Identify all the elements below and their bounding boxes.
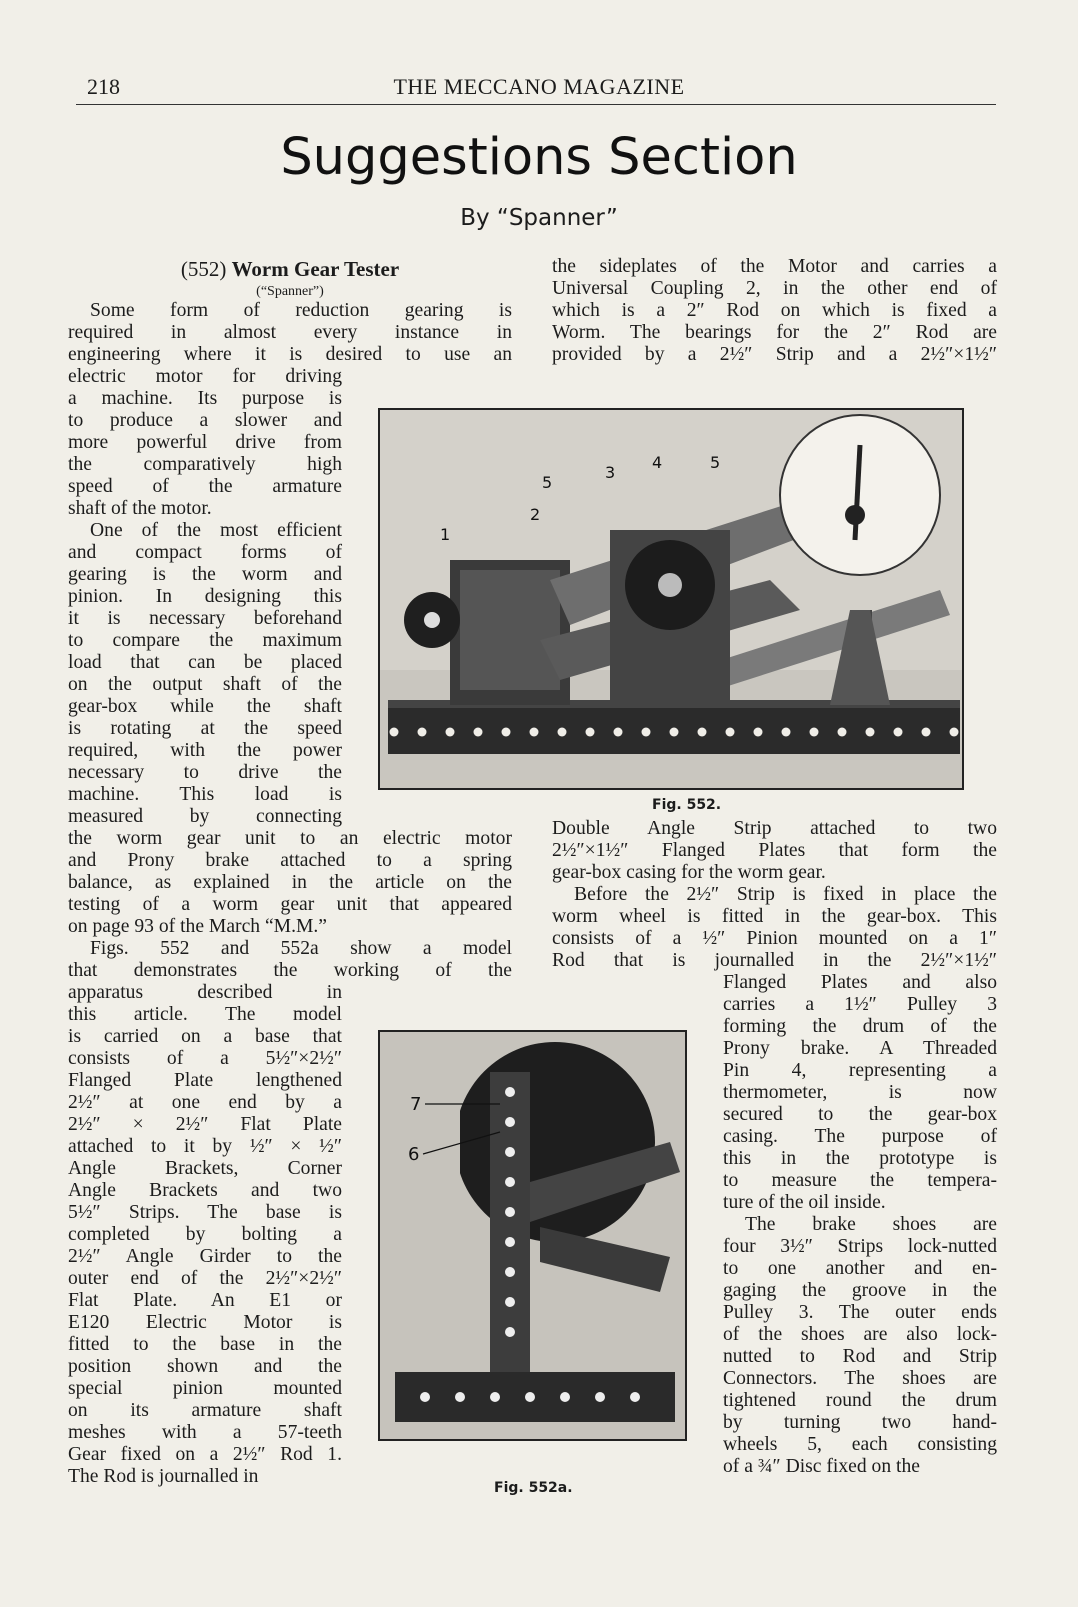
magazine-title: THE MECCANO MAGAZINE [393,74,685,99]
body-line: Some form of reduction gearing is [90,300,512,321]
body-line: Figs. 552 and 552a show a model [90,938,512,959]
body-line: measured by connecting [68,806,342,827]
body-line: Angle Brackets, Corner [68,1158,342,1179]
body-line: Angle Brackets and two [68,1180,342,1201]
body-line: more powerful drive from [68,432,342,453]
body-line: The brake shoes are [745,1214,997,1235]
body-line: carries a 1½″ Pulley 3 [723,994,997,1015]
body-line: nutted to Rod and Strip [723,1346,997,1367]
body-line: forming the drum of the [723,1016,997,1037]
body-line: Rod that is journalled in the 2½″×1½″ [552,950,997,971]
article-credit: (“Spanner”) [256,284,324,299]
body-line: Gear fixed on a 2½″ Rod 1. [68,1444,342,1465]
body-line: Worm. The bearings for the 2″ Rod are [552,322,997,343]
body-line: gearing is the worm and [68,564,342,585]
body-line: to measure the tempera- [723,1170,997,1191]
section-byline: By “Spanner” [460,205,618,231]
body-line: pinion. In designing this [68,586,342,607]
body-line: special pinion mounted [68,1378,342,1399]
body-line: Pulley 3. The outer ends [723,1302,997,1323]
body-line: gaging the groove in the [723,1280,997,1301]
body-line: to produce a slower and [68,410,342,431]
body-line: on page 93 of the March “M.M.” [68,916,327,937]
body-line: the worm gear unit to an electric motor [68,828,512,849]
body-line: gear-box casing for the worm gear. [552,862,826,883]
body-line: 5½″ Strips. The base is [68,1202,342,1223]
body-line: shaft of the motor. [68,498,212,519]
body-line: to compare the maximum [68,630,342,651]
body-line: tightened round the drum [723,1390,997,1411]
body-line: attached to it by ½″ × ½″ [68,1136,342,1157]
body-line: which is a 2″ Rod on which is fixed a [552,300,997,321]
body-line: meshes with a 57-teeth [68,1422,342,1443]
body-line: casing. The purpose of [723,1126,997,1147]
body-line: a machine. Its purpose is [68,388,342,409]
body-line: the sideplates of the Motor and carries a [552,256,997,277]
body-line: four 3½″ Strips lock-nutted [723,1236,997,1257]
body-line: outer end of the 2½″×2½″ [68,1268,342,1289]
body-line: of a ¾″ Disc fixed on the [723,1456,920,1477]
body-line: and Prony brake attached to a spring [68,850,512,871]
body-line: this article. The model [68,1004,342,1025]
body-line: provided by a 2½″ Strip and a 2½″×1½″ [552,344,997,365]
figure-552-illustration [380,410,962,788]
body-line: Double Angle Strip attached to two [552,818,997,839]
body-line: thermometer, is now [723,1082,997,1103]
body-line: consists of a 5½″×2½″ [68,1048,342,1069]
body-line: ture of the oil inside. [723,1192,886,1213]
body-line: and compact forms of [68,542,342,563]
body-line: load that can be placed [68,652,342,673]
section-title: Suggestions Section [280,128,798,187]
body-line: One of the most efficient [90,520,342,541]
body-line: secured to the gear-box [723,1104,997,1125]
body-line: consists of a ½″ Pinion mounted on a 1″ [552,928,997,949]
figure-552a-photo [378,1030,687,1441]
figure-552a-illustration [380,1032,685,1439]
fig552-label-3: 3 [605,463,616,482]
body-line: electric motor for driving [68,366,342,387]
body-line: fitted to the base in the [68,1334,342,1355]
body-line: Flanged Plates and also [723,972,997,993]
figure-552a-caption: Fig. 552a. [494,1480,573,1496]
body-line: Before the 2½″ Strip is fixed in place the [574,884,997,905]
body-line: apparatus described in [68,982,342,1003]
body-line: balance, as explained in the article on the [68,872,512,893]
body-line: on its armature shaft [68,1400,342,1421]
body-line: of the shoes are also lock- [723,1324,997,1345]
body-line: 2½″ Angle Girder to the [68,1246,342,1267]
fig552-label-5a: 5 [542,473,553,492]
body-line: Flat Plate. An E1 or [68,1290,342,1311]
body-line: Connectors. The shoes are [723,1368,997,1389]
body-line: 2½″ at one end by a [68,1092,342,1113]
fig552-label-2: 2 [530,505,541,524]
body-line: testing of a worm gear unit that appeared [68,894,512,915]
header-rule [76,104,996,105]
article-number: (552) [180,257,227,281]
body-line: machine. This load is [68,784,342,805]
body-line: completed by bolting a [68,1224,342,1245]
body-line: wheels 5, each consisting [723,1434,997,1455]
body-line: gear-box while the shaft [68,696,342,717]
body-line: that demonstrates the working of the [68,960,512,981]
fig552-label-5b: 5 [710,453,721,472]
body-line: The Rod is journalled in [68,1466,259,1487]
article-heading [68,257,512,282]
fig552-label-1: 1 [440,525,451,544]
body-line: necessary to drive the [68,762,342,783]
body-line: it is necessary beforehand [68,608,342,629]
figure-552-caption: Fig. 552. [652,797,722,813]
fig552-label-4: 4 [652,453,663,472]
fig552a-label-6: 6 [408,1144,420,1165]
body-line: Universal Coupling 2, in the other end of [552,278,997,299]
body-line: E120 Electric Motor is [68,1312,342,1333]
body-line: Pin 4, representing a [723,1060,997,1081]
body-line: 2½″ × 2½″ Flat Plate [68,1114,342,1135]
body-line: the comparatively high [68,454,342,475]
body-line: to one another and en- [723,1258,997,1279]
body-line: is carried on a base that [68,1026,342,1047]
body-line: is rotating at the speed [68,718,342,739]
fig552a-label-7: 7 [410,1094,422,1115]
body-line: speed of the armature [68,476,342,497]
body-line: required, with the power [68,740,342,761]
article-title: Worm Gear Tester [231,257,400,281]
page-number: 218 [87,74,120,99]
body-line: Flanged Plate lengthened [68,1070,342,1091]
figure-552-photo [378,408,964,790]
body-line: Prony brake. A Threaded [723,1038,997,1059]
body-line: 2½″×1½″ Flanged Plates that form the [552,840,997,861]
body-line: by turning two hand- [723,1412,997,1433]
body-line: this in the prototype is [723,1148,997,1169]
body-line: required in almost every instance in [68,322,512,343]
body-line: worm wheel is fitted in the gear-box. This [552,906,997,927]
body-line: position shown and the [68,1356,342,1377]
body-line: engineering where it is desired to use an [68,344,512,365]
body-line: on the output shaft of the [68,674,342,695]
